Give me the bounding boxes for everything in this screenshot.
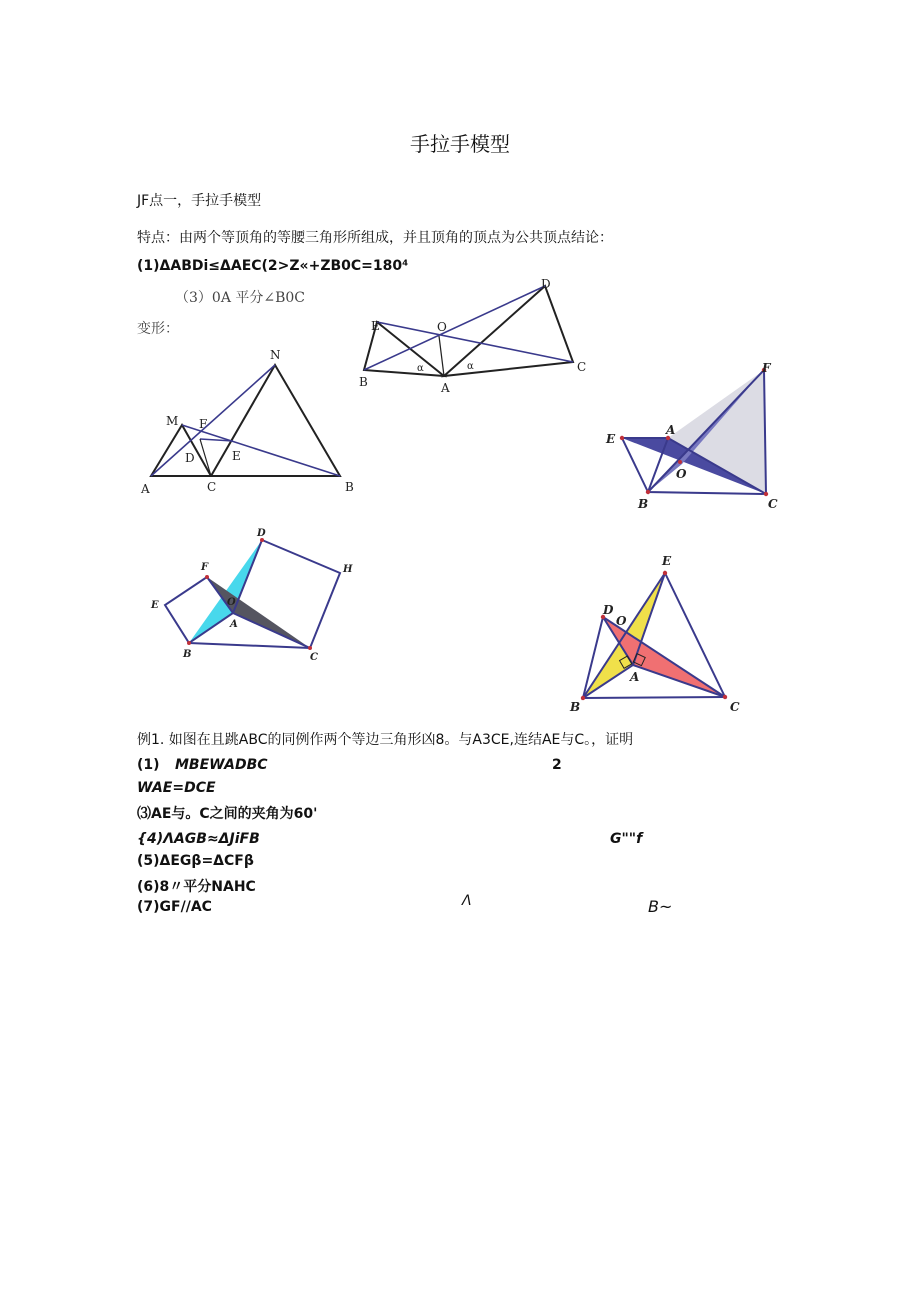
fig5-line-bc xyxy=(583,697,725,698)
fig1-label-alpha-left: α xyxy=(417,363,424,374)
figure-3-diagram xyxy=(600,360,785,512)
item-6-text: (6)8〃平分NAHC xyxy=(137,879,256,895)
fig4-label-d: D xyxy=(257,528,266,539)
fig4-label-f: F xyxy=(201,562,209,573)
fig5-label-o: O xyxy=(616,614,627,628)
fig4-line-bc xyxy=(189,643,310,648)
fig4-label-b: B xyxy=(183,649,192,660)
fig4-label-a: A xyxy=(230,619,238,630)
item-7-text: (7)GF//AC xyxy=(137,899,212,915)
fig4-square-large xyxy=(233,540,340,648)
figure-1-diagram xyxy=(355,275,600,400)
fig2-label-c: C xyxy=(207,480,217,494)
item-7-mid: Λ xyxy=(462,893,472,909)
fig2-label-f: F xyxy=(199,417,208,431)
fig1-triangle-adc xyxy=(444,286,573,376)
item-3-text: ⑶AE与。C之间的夹角为60' xyxy=(137,806,318,822)
fig2-label-e: E xyxy=(232,449,241,463)
fig4-label-h: H xyxy=(343,564,353,575)
fig4-label-e: E xyxy=(151,600,159,611)
fig5-label-c: C xyxy=(730,700,740,714)
fig2-label-a: A xyxy=(141,482,150,496)
fig3-label-a: A xyxy=(666,423,676,437)
fig1-label-alpha-right: α xyxy=(467,361,474,372)
fig3-label-c: C xyxy=(768,497,778,511)
fig2-label-n: N xyxy=(270,348,281,362)
fig2-triangle-cnb xyxy=(211,365,340,476)
knowledge-point: JF点一，手拉手模型 xyxy=(137,193,262,209)
item-2-text: WAE=DCE xyxy=(137,780,216,796)
fig5-label-d: D xyxy=(603,603,614,617)
item-5-text: (5)ΔEGβ=ΔCFβ xyxy=(137,853,254,869)
fig3-label-f: F xyxy=(762,361,771,375)
fig1-label-a: A xyxy=(441,381,450,395)
figure-4-diagram xyxy=(145,525,365,665)
example-1: 例1. 如图在且跳ABC的同例作两个等边三角形凶8。与A3CE,连结AE与C。，证明 xyxy=(137,732,634,748)
fig1-label-b: B xyxy=(359,375,368,389)
fig2-line-fc xyxy=(200,439,211,476)
fig5-label-a: A xyxy=(630,670,640,684)
fig5-line-eb xyxy=(583,573,665,698)
variation-label: 变形： xyxy=(137,321,179,337)
fig1-label-c: C xyxy=(577,360,587,374)
conclusion-3: （3）0A 平分∠B0C xyxy=(175,290,306,306)
features-text: 特点：由两个等顶角的等腰三角形所组成，并且顶角的顶点为公共顶点结论： xyxy=(137,230,613,246)
fig1-line-oa xyxy=(439,336,444,376)
conclusion-1: (1)ΔABDi≤ΔAEC(2>Z«+ZB0C=180⁴ xyxy=(137,258,409,274)
fig1-label-o: O xyxy=(437,320,447,334)
fig2-label-m: M xyxy=(166,414,179,428)
fig4-label-o: O xyxy=(227,597,236,608)
item-4-right: G""f xyxy=(610,831,643,847)
fig3-label-o: O xyxy=(676,467,687,481)
fig1-label-e: E xyxy=(371,319,380,333)
fig5-label-e: E xyxy=(662,554,672,568)
fig5-label-b: B xyxy=(570,700,581,714)
fig3-label-b: B xyxy=(638,497,649,511)
fig1-line-bd xyxy=(364,286,545,370)
item-1-number: (1) xyxy=(137,757,160,773)
figure-5-diagram xyxy=(560,545,760,715)
fig1-label-d: D xyxy=(541,277,551,291)
item-1-text: MBEWADBC xyxy=(175,757,268,773)
fig2-label-b: B xyxy=(345,480,354,494)
page-title: 手拉手模型 xyxy=(410,132,510,156)
fig2-label-d: D xyxy=(185,451,195,465)
item-1-right: 2 xyxy=(552,757,562,773)
fig1-line-ec xyxy=(377,322,573,362)
fig3-label-e: E xyxy=(606,432,616,446)
fig4-label-c: C xyxy=(310,652,318,663)
item-4-text: {4)ΛAGB≈ΔJiFB xyxy=(137,831,260,847)
item-7-right: B~ xyxy=(648,897,673,916)
figure-2-diagram xyxy=(135,345,365,500)
